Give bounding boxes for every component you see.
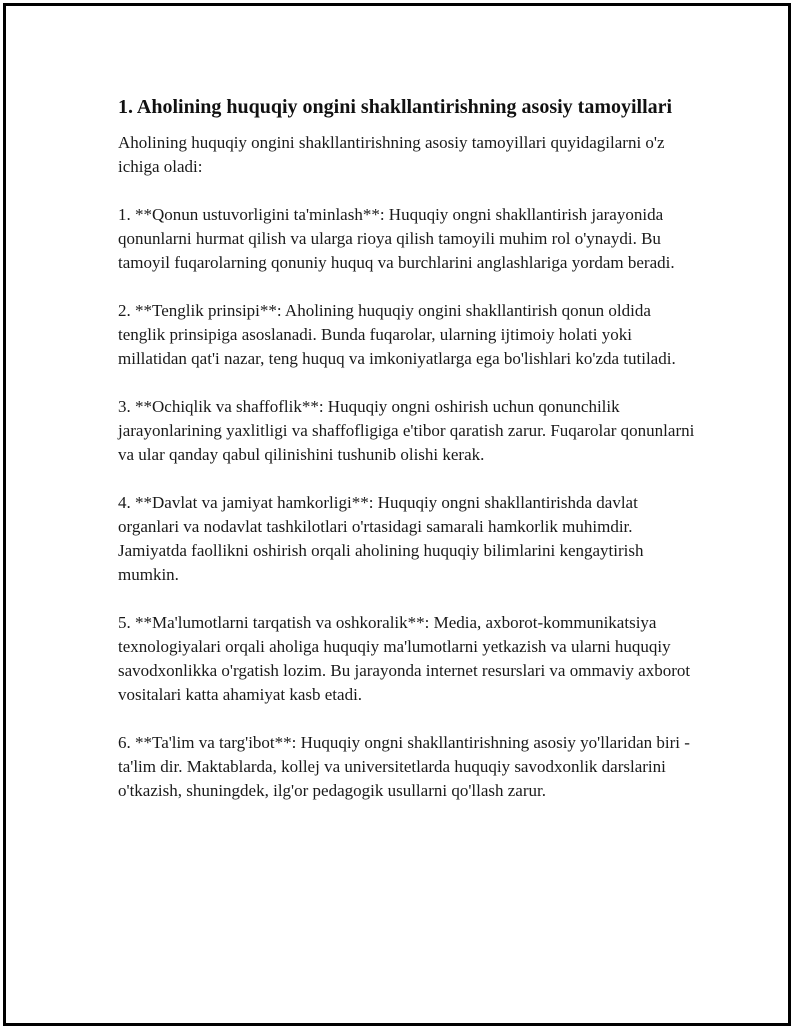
intro-paragraph: Aholining huquqiy ongini shakllantirishning asosiy tamoyillari quyidagilarni o'z ichiga oladi: <box>118 133 665 176</box>
principle-paragraph-3: 3. **Ochiqlik va shaffoflik**: Huquqiy ongni oshirish uchun qonunchilik jarayonlarining yaxlitligi va shaffofligiga e'tibor qaratish zarur. Fuqarolar qonunlarni va ular qanday qabul qilinishini tushunib olishi kerak. <box>118 397 695 464</box>
principle-paragraph-5: 5. **Ma'lumotlarni tarqatish va oshkoralik**: Media, axborot-kommunikatsiya texnologiyalari orqali aholiga huquqiy ma'lumotlarni yetkazish va ularni huquqiy savodxonlikka o'rgatish lozim. Bu jarayonda internet resurslari va ommaviy axborot vositalari katta ahamiyat kasb etadi. <box>118 613 691 704</box>
principle-paragraph-2: 2. **Tenglik prinsipi**: Aholining huquqiy ongini shakllantirish qonun oldida tenglik prinsipiga asoslanadi. Bunda fuqarolar, ularning ijtimoiy holati yoki millatidan qat'i nazar, teng huquq va imkoniyatlarga ega bo'lishlari ko'zda tutiladi. <box>118 301 676 368</box>
document-body <box>118 93 698 827</box>
principle-paragraph-6: 6. **Ta'lim va targ'ibot**: Huquqiy ongni shakllantirishning asosiy yo'llaridan biri - ta'lim dir. Maktablarda, kollej va universitetlarda huquqiy savodxonlik darslarini o'tkazish, shuningdek, ilg'or pedagogik usullarni qo'llash zarur. <box>118 733 690 800</box>
document-title: 1. Aholining huquqiy ongini shakllantirishning asosiy tamoyillari <box>118 96 673 118</box>
principle-paragraph-1: 1. **Qonun ustuvorligini ta'minlash**: Huquqiy ongni shakllantirish jarayonida qonunlarni hurmat qilish va ularga rioya qilish tamoyili muhim rol o'ynaydi. Bu tamoyil fuqarolarning qonuniy huquq va burchlarini anglashlariga yordam beradi. <box>118 205 675 272</box>
principle-paragraph-4: 4. **Davlat va jamiyat hamkorligi**: Huquqiy ongni shakllantirishda davlat organlari va nodavlat tashkilotlari o'rtasidagi samarali hamkorlik muhimdir. Jamiyatda faollikni oshirish orqali aholining huquqiy bilimlarini kengaytirish mumkin. <box>118 493 644 584</box>
